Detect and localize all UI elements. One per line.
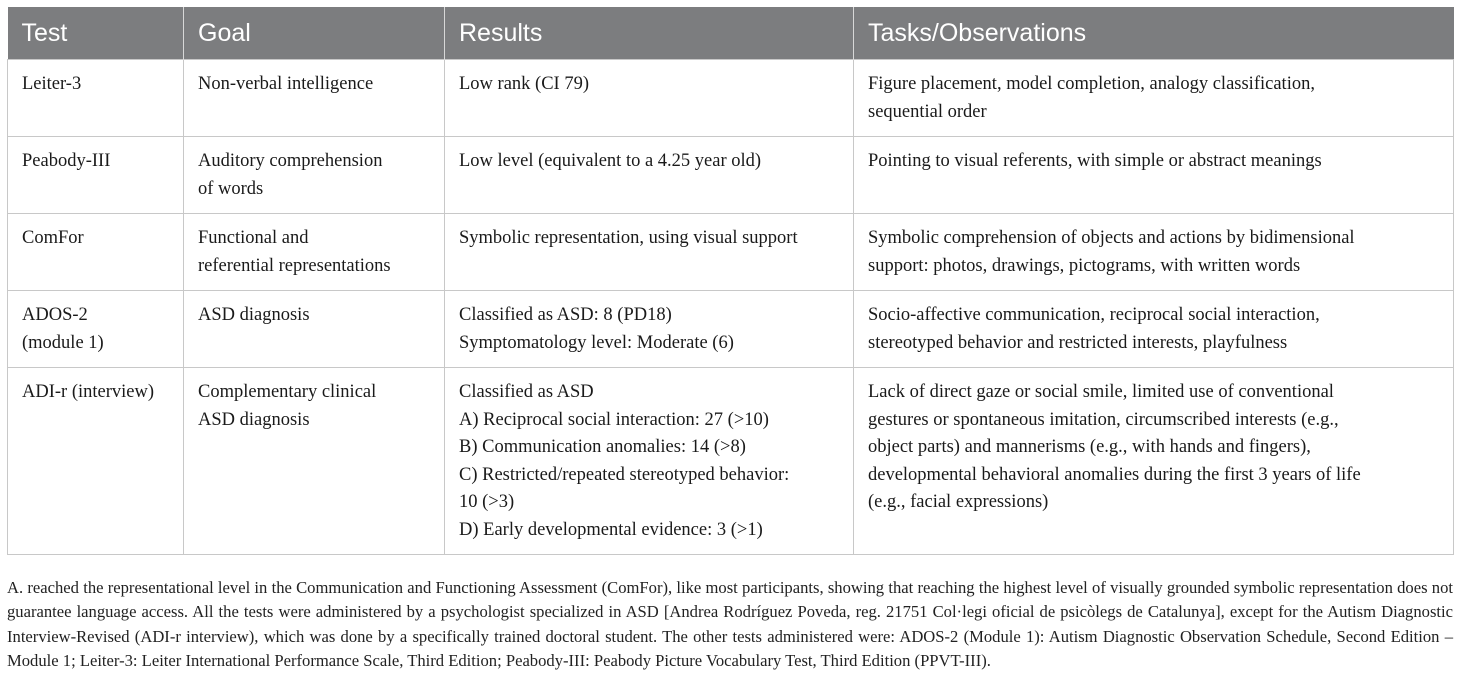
cell-line: 10 (>3): [459, 492, 515, 512]
cell-line: stereotyped behavior and restricted interests, playfulness: [868, 332, 1288, 353]
cell-line: ASD diagnosis: [198, 305, 310, 325]
cell-line: A) Reciprocal social interaction: 27 (>10): [459, 409, 769, 430]
column-header-goal: Goal: [184, 7, 445, 60]
cell-line: Pointing to visual referents, with simple or abstract meanings: [868, 151, 1322, 171]
results-cell: [445, 291, 854, 368]
header-row: [8, 7, 1454, 60]
table-row: [8, 60, 1454, 137]
assessment-table: [7, 7, 1454, 555]
cell-line: Leiter-3: [22, 74, 82, 94]
cell-line: of words: [198, 178, 264, 199]
table-row: [8, 137, 1454, 214]
cell-line: Auditory comprehension: [198, 151, 383, 171]
cell-line: Peabody-III: [22, 151, 111, 171]
cell-line: ADOS-2: [22, 305, 88, 325]
tasks-cell: [854, 60, 1454, 137]
table-row: [8, 291, 1454, 368]
cell-line: Classified as ASD: 8 (PD18): [459, 305, 672, 325]
cell-line: Low rank (CI 79): [459, 74, 589, 94]
results-cell: [445, 214, 854, 291]
goal-cell: [184, 214, 445, 291]
cell-line: object parts) and mannerisms (e.g., with hands and fingers),: [868, 437, 1311, 457]
cell-line: Symptomatology level: Moderate (6): [459, 332, 734, 353]
results-cell: [445, 368, 854, 555]
tasks-cell: [854, 137, 1454, 214]
cell-line: support: photos, drawings, pictograms, with written words: [868, 255, 1301, 276]
cell-line: Functional and: [198, 228, 309, 248]
goal-cell: [184, 368, 445, 555]
cell-line: Figure placement, model completion, analogy classification,: [868, 74, 1315, 94]
cell-line: referential representations: [198, 255, 391, 276]
cell-line: Socio-affective communication, reciprocal social interaction,: [868, 305, 1320, 325]
cell-line: developmental behavioral anomalies during the first 3 years of life: [868, 464, 1361, 485]
cell-line: Lack of direct gaze or social smile, limited use of conventional: [868, 382, 1334, 402]
column-header-test: Test: [8, 7, 184, 60]
cell-line: B) Communication anomalies: 14 (>8): [459, 437, 746, 457]
tasks-cell: [854, 214, 1454, 291]
cell-line: Classified as ASD: [459, 382, 594, 402]
cell-line: sequential order: [868, 101, 987, 122]
table-row: [8, 214, 1454, 291]
table-body: [8, 60, 1454, 555]
assessment-table-container: [7, 7, 1453, 555]
cell-line: Symbolic comprehension of objects and actions by bidimensional: [868, 228, 1355, 248]
test-cell: [8, 60, 184, 137]
cell-line: ASD diagnosis: [198, 409, 310, 430]
test-cell: [8, 214, 184, 291]
cell-line: (e.g., facial expressions): [868, 492, 1049, 512]
tasks-cell: [854, 291, 1454, 368]
test-cell: [8, 137, 184, 214]
cell-line: Non-verbal intelligence: [198, 74, 374, 94]
results-cell: [445, 60, 854, 137]
cell-line: ComFor: [22, 228, 84, 248]
table-header: [8, 7, 1454, 60]
goal-cell: [184, 137, 445, 214]
test-cell: [8, 368, 184, 555]
table-footnote: A. reached the representational level in the Communication and Functioning Assessment (ComFor), like most participants, showing that reaching the highest level of visually grounded symbolic representation does not guarantee language access. All the tests were administered by a psychologist specialized in ASD [Andrea Rodríguez Poveda, reg. 21751 Col·legi oficial de psicòlegs de Catalunya], except for the Autism Diagnostic Interview-Revised (ADI-r interview), which was done by a specifically trained doctoral student. The other tests administered were: ADOS-2 (Module 1): Autism Diagnostic Observation Schedule, Second Edition – Module 1; Leiter-3: Leiter International Performance Scale, Third Edition; Peabody-III: Peabody Picture Vocabulary Test, Third Edition (PPVT-III).: [7, 577, 1453, 671]
goal-cell: [184, 60, 445, 137]
cell-line: ADI-r (interview): [22, 382, 155, 402]
cell-line: Complementary clinical: [198, 382, 377, 402]
tasks-cell: [854, 368, 1454, 555]
table-row: [8, 368, 1454, 555]
cell-line: Symbolic representation, using visual support: [459, 228, 798, 248]
cell-line: D) Early developmental evidence: 3 (>1): [459, 519, 763, 540]
cell-line: Low level (equivalent to a 4.25 year old): [459, 151, 762, 171]
goal-cell: [184, 291, 445, 368]
column-header-results: Results: [445, 7, 854, 60]
results-cell: [445, 137, 854, 214]
cell-line: gestures or spontaneous imitation, circumscribed interests (e.g.,: [868, 409, 1339, 430]
column-header-tasks: Tasks/Observations: [854, 7, 1454, 60]
cell-line: C) Restricted/repeated stereotyped behavior:: [459, 464, 790, 485]
test-cell: [8, 291, 184, 368]
cell-line: (module 1): [22, 332, 104, 353]
